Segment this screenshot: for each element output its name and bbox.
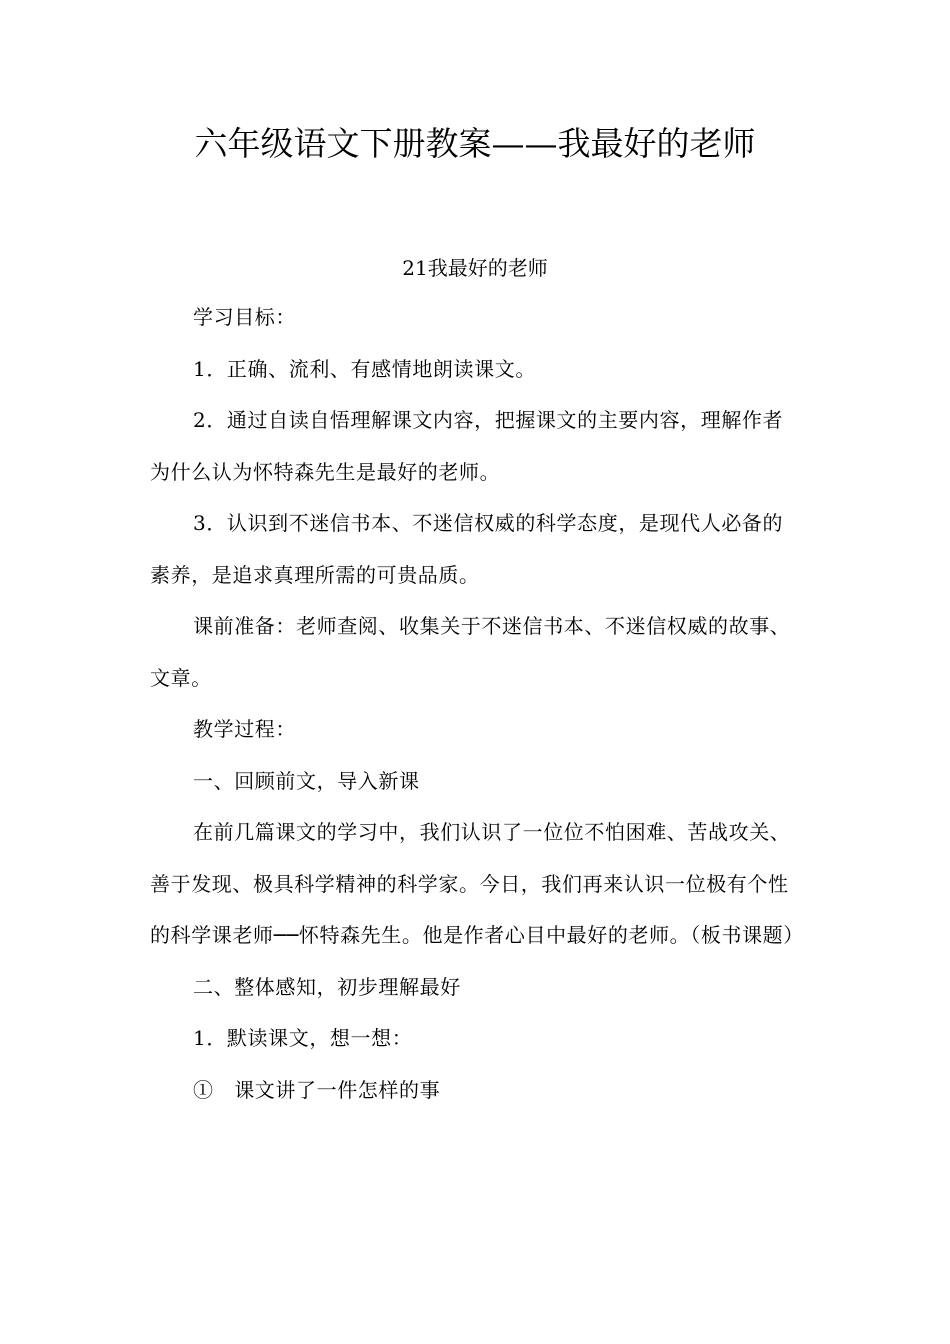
paragraph-goal-1: 1．正确、流利、有感情地朗读课文。 bbox=[193, 356, 536, 381]
document-title: 六年级语文下册教案——我最好的老师 bbox=[194, 124, 756, 163]
paragraph-section-1-heading: 一、回顾前文，导入新课 bbox=[193, 768, 420, 793]
paragraph-teaching-process: 教学过程： bbox=[193, 717, 296, 741]
lesson-title: 21我最好的老师 bbox=[402, 256, 548, 280]
paragraph-question-1: ① 课文讲了一件怎样的事 bbox=[193, 1077, 441, 1102]
paragraph-goal-3: 3．认识到不迷信书本、不迷信权威的科学态度，是现代人必备的素养，是追求真理所需的可贵品质。 bbox=[150, 511, 784, 587]
paragraph-goal-2: 2．通过自读自悟理解课文内容，把握课文的主要内容，理解作者为什么认为怀特森先生是最好的老师。 bbox=[150, 408, 784, 484]
paragraph-introduction: 在前几篇课文的学习中，我们认识了一位位不怕困难、苦战攻关、善于发现、极具科学精神的科学家。今日，我们再来认识一位极有个性的科学课老师──怀特森先生。他是作者心目中最好的老师。（板书课题） bbox=[150, 820, 804, 947]
paragraph-preparation: 课前准备：老师查阅、收集关于不迷信书本、不迷信权威的故事、文章。 bbox=[150, 614, 791, 690]
paragraph-task-1: 1．默读课文，想一想： bbox=[193, 1026, 413, 1050]
paragraph-section-2-heading: 二、整体感知，初步理解最好 bbox=[193, 974, 461, 999]
paragraph-learning-goals: 学习目标： bbox=[193, 305, 296, 329]
document-body bbox=[150, 292, 804, 1116]
